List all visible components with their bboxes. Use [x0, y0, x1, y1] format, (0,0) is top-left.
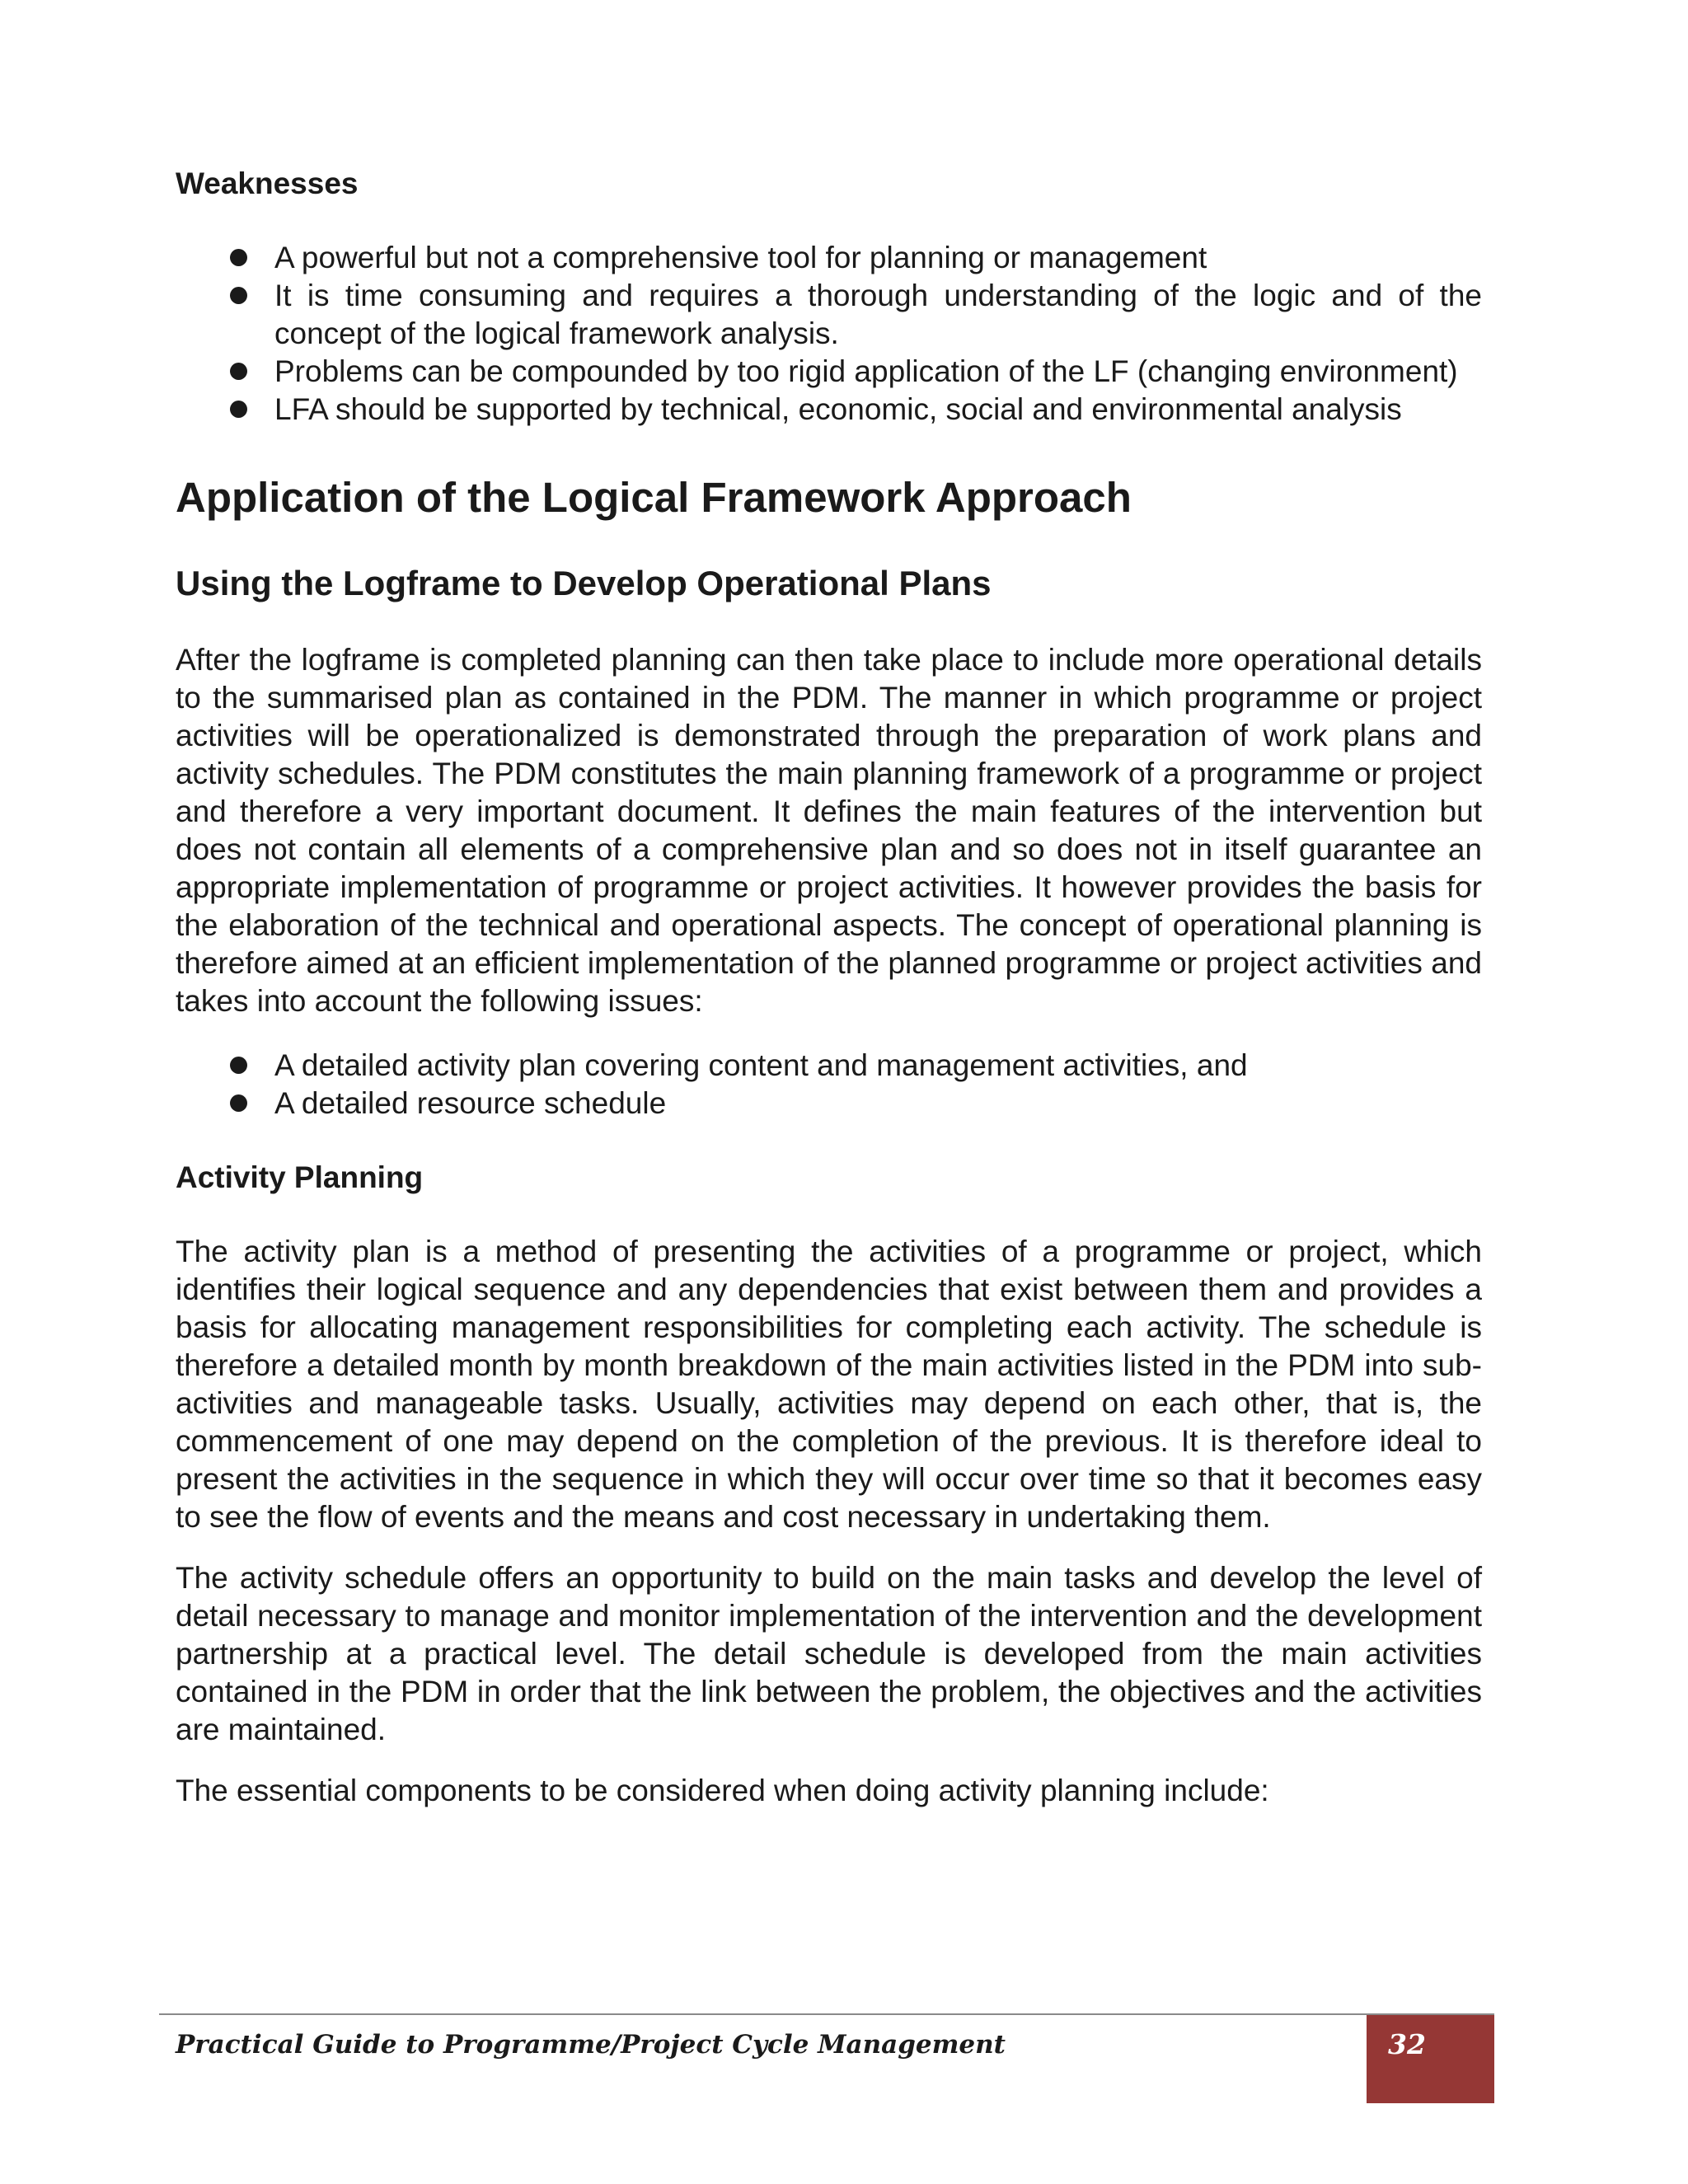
list-item: [176, 353, 1482, 391]
list-item: [176, 277, 1482, 353]
list-item: [176, 391, 1482, 429]
footer-divider: [159, 2013, 1494, 2015]
bullet-icon: [230, 287, 247, 304]
activity-paragraph-2: The activity schedule offers an opportunity to build on the main tasks and develop the level of detail necessary to manage and monitor implementation of the intervention and the development partnership at a practical level. The detail schedule is developed from the main activities contained in the PDM in order that the link between the problem, the objectives and the activities are maintained.: [176, 1561, 1482, 1746]
intro-paragraph: After the logframe is completed planning can then take place to include more operational details to the summarised plan as contained in the PDM. The manner in which programme or project activities will be operationalized is demonstrated through the preparation of work plans and activity schedules. The PDM constitutes the main planning framework of a programme or project and therefore a very important document. It defines the main features of the intervention but does not contain all elements of a comprehensive plan and so does not in itself guarantee an appropriate implementation of programme or project activities. It however provides the basis for the elaboration of the technical and operational aspects. The concept of operational planning is therefore aimed at an efficient implementation of the planned programme or project activities and takes into account the following issues:: [176, 643, 1482, 1018]
activity-planning-heading: Activity Planning: [176, 1160, 424, 1194]
footer-title: Practical Guide to Programme/Project Cycle Management: [176, 2030, 1006, 2060]
page-content: [176, 165, 1482, 1810]
list-item: [176, 1047, 1482, 1085]
issues-list: [176, 1047, 1482, 1122]
bullet-icon: [230, 249, 247, 266]
page-number-box: [1367, 2015, 1494, 2103]
page-number: 32: [1388, 2028, 1426, 2060]
bullet-icon: [230, 363, 247, 380]
list-item-text: A powerful but not a comprehensive tool for planning or management: [274, 241, 1207, 274]
page-footer: [159, 2013, 1494, 2103]
weaknesses-heading: Weaknesses: [176, 166, 359, 200]
bullet-icon: [230, 401, 247, 418]
section-title: Application of the Logical Framework Approach: [176, 474, 1132, 521]
bullet-icon: [230, 1094, 247, 1112]
activity-paragraph-3: The essential components to be considered when doing activity planning include:: [176, 1774, 1269, 1807]
bullet-icon: [230, 1057, 247, 1074]
activity-paragraph-1: The activity plan is a method of presenting the activities of a programme or project, which identifies their logical sequence and any dependencies that exist between them and provides a basis for allocating management responsibilities for completing each activity. The schedule is therefore a detailed month by month breakdown of the main activities listed in the PDM into sub-activities and manageable tasks. Usually, activities may depend on each other, that is, the commencement of one may depend on the completion of the previous. It is therefore ideal to present the activities in the sequence in which they will occur over time so that it becomes easy to see the flow of events and the means and cost necessary in undertaking them.: [176, 1235, 1482, 1534]
list-item: [176, 239, 1482, 277]
list-item-text: It is time consuming and requires a thorough understanding of the logic and of the concept of the logical framework analysis.: [274, 279, 1482, 350]
weaknesses-list: [176, 239, 1482, 429]
list-item-text: LFA should be supported by technical, economic, social and environmental analysis: [274, 392, 1402, 426]
list-item-text: A detailed activity plan covering content and management activities, and: [274, 1048, 1248, 1082]
list-item: [176, 1085, 1482, 1122]
list-item-text: A detailed resource schedule: [274, 1086, 667, 1120]
list-item-text: Problems can be compounded by too rigid application of the LF (changing environment): [274, 354, 1458, 388]
section-subtitle: Using the Logframe to Develop Operational Plans: [176, 564, 992, 602]
